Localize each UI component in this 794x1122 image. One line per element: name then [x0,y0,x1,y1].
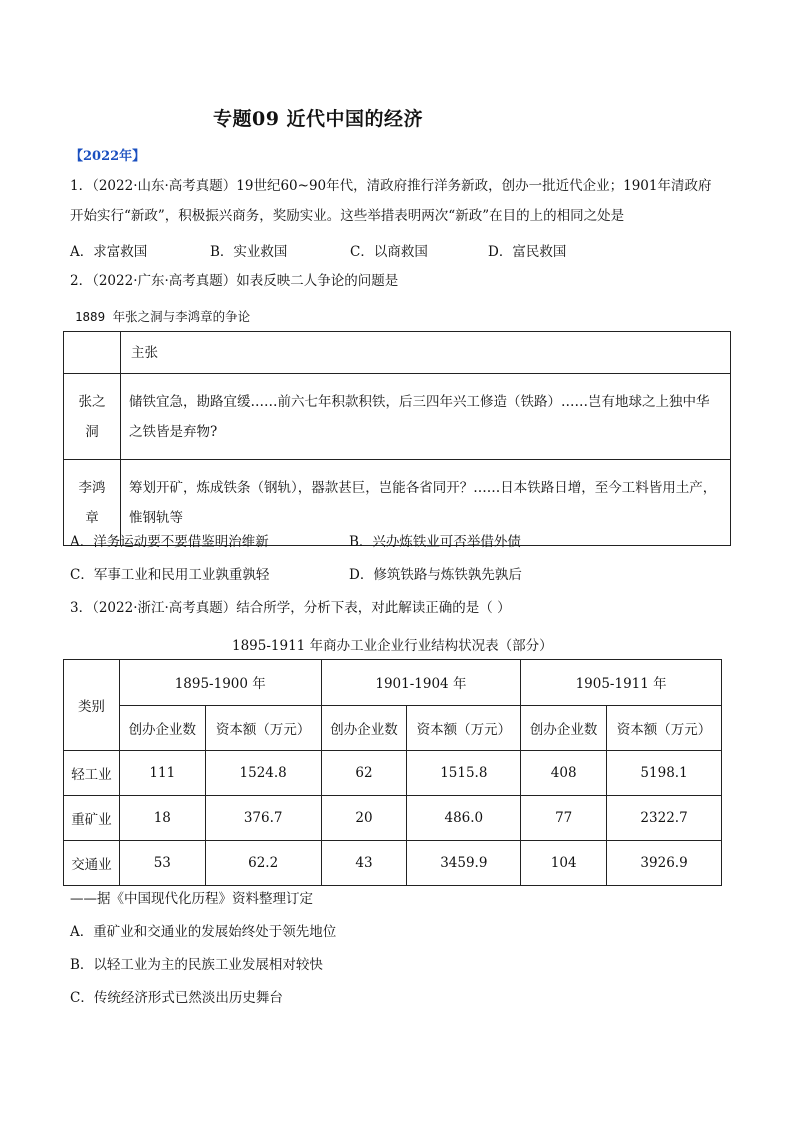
q2-row-line: 惟钢轨等 [129,509,183,526]
q2-table-caption: 1889 年张之洞与李鸿章的争论 [75,309,251,324]
q3-cell: 5198.1 [607,751,722,796]
q1-option-d: D．富民救国 [488,244,567,260]
q3-cell: 53 [119,841,205,886]
q2-option-d: D．修筑铁路与炼铁孰先孰后 [349,567,522,583]
q3-subheader-count: 创办企业数 [321,705,407,751]
q1-stem-line2: 开始实行“新政”，积极振兴商务，奖励实业。这些举措表明两次“新政”在目的上的相同之处是 [70,208,625,224]
q3-option-c: C．传统经济形式已然淡出历史舞台 [70,990,283,1006]
q3-cell: 3459.9 [407,841,521,886]
q2-row-content [121,374,731,460]
q3-subheader-count: 创办企业数 [521,705,607,751]
year-tag: 【2022年】 [70,149,146,164]
q2-row-line: 之铁皆是弃物? [129,423,218,440]
q3-cell: 77 [521,796,607,841]
q2-row-line: 筹划开矿，炼成铁条（钢轨），器款甚巨，岂能各省同开？……日本铁路日增，至今工料皆用土产， [129,479,717,496]
q3-cell: 408 [521,751,607,796]
q1-option-b: B．实业救国 [210,244,288,260]
q3-cell: 62 [321,751,407,796]
q3-period-header: 1905-1911 年 [521,660,722,706]
q2-option-a: A．洋务运动要不要借鉴明治维新 [70,534,269,550]
q3-source-note: ——据《中国现代化历程》资料整理订定 [70,891,313,907]
q1-option-c: C．以商救国 [350,244,428,260]
q2-option-b: B．兴办炼铁业可否举借外债 [349,534,521,550]
q3-subheader-capital: 资本额（万元） [607,705,722,751]
q1-stem-line1: 1．（2022·山东·高考真题）19世纪60~90年代，清政府推行洋务新政，创办一批近代企业；1901年清政府 [70,178,712,194]
q3-row-label: 交通业 [64,841,120,886]
q1-option-a: A．求富救国 [70,244,148,260]
q3-period-header: 1895-1900 年 [119,660,321,706]
q3-category-header: 类别 [64,660,120,751]
q2-row-line: 储铁宜急，勘路宜缓……前六七年积款积铁，后三四年兴工修造（铁路）……岂有地球之上独中华 [129,393,710,410]
q3-cell: 3926.9 [607,841,722,886]
q3-cell: 62.2 [205,841,321,886]
q2-row-name-text: 李鸿章 [78,479,106,526]
q3-cell: 18 [119,796,205,841]
q2-row-name [64,374,121,460]
q2-table-corner [64,332,121,374]
q3-table-caption: 1895-1911 年商办工业企业行业结构状况表（部分） [232,638,553,654]
q3-row-label: 轻工业 [64,751,120,796]
q3-cell: 111 [119,751,205,796]
q2-table-header: 主张 [121,332,731,374]
q2-table [63,331,731,546]
q3-subheader-count: 创办企业数 [119,705,205,751]
q3-stem: 3．（2022·浙江·高考真题）结合所学，分析下表，对此解读正确的是（ ） [70,600,511,616]
q3-subheader-capital: 资本额（万元） [407,705,521,751]
q3-period-header: 1901-1904 年 [321,660,521,706]
q3-table [63,659,722,886]
q3-subheader-capital: 资本额（万元） [205,705,321,751]
page-title: 专题09 近代中国的经济 [213,108,424,130]
q2-stem: 2．（2022·广东·高考真题）如表反映二人争论的问题是 [70,273,399,289]
q3-cell: 486.0 [407,796,521,841]
q3-row-label: 重矿业 [64,796,120,841]
q3-cell: 376.7 [205,796,321,841]
q3-cell: 20 [321,796,407,841]
q3-cell: 43 [321,841,407,886]
q2-option-c: C．军事工业和民用工业孰重孰轻 [70,567,270,583]
q3-cell: 1515.8 [407,751,521,796]
q3-cell: 1524.8 [205,751,321,796]
q3-option-b: B．以轻工业为主的民族工业发展相对较快 [70,957,323,973]
q3-cell: 2322.7 [607,796,722,841]
q3-option-a: A．重矿业和交通业的发展始终处于领先地位 [70,924,337,940]
q3-cell: 104 [521,841,607,886]
q2-row-name-text: 张之洞 [78,393,106,440]
